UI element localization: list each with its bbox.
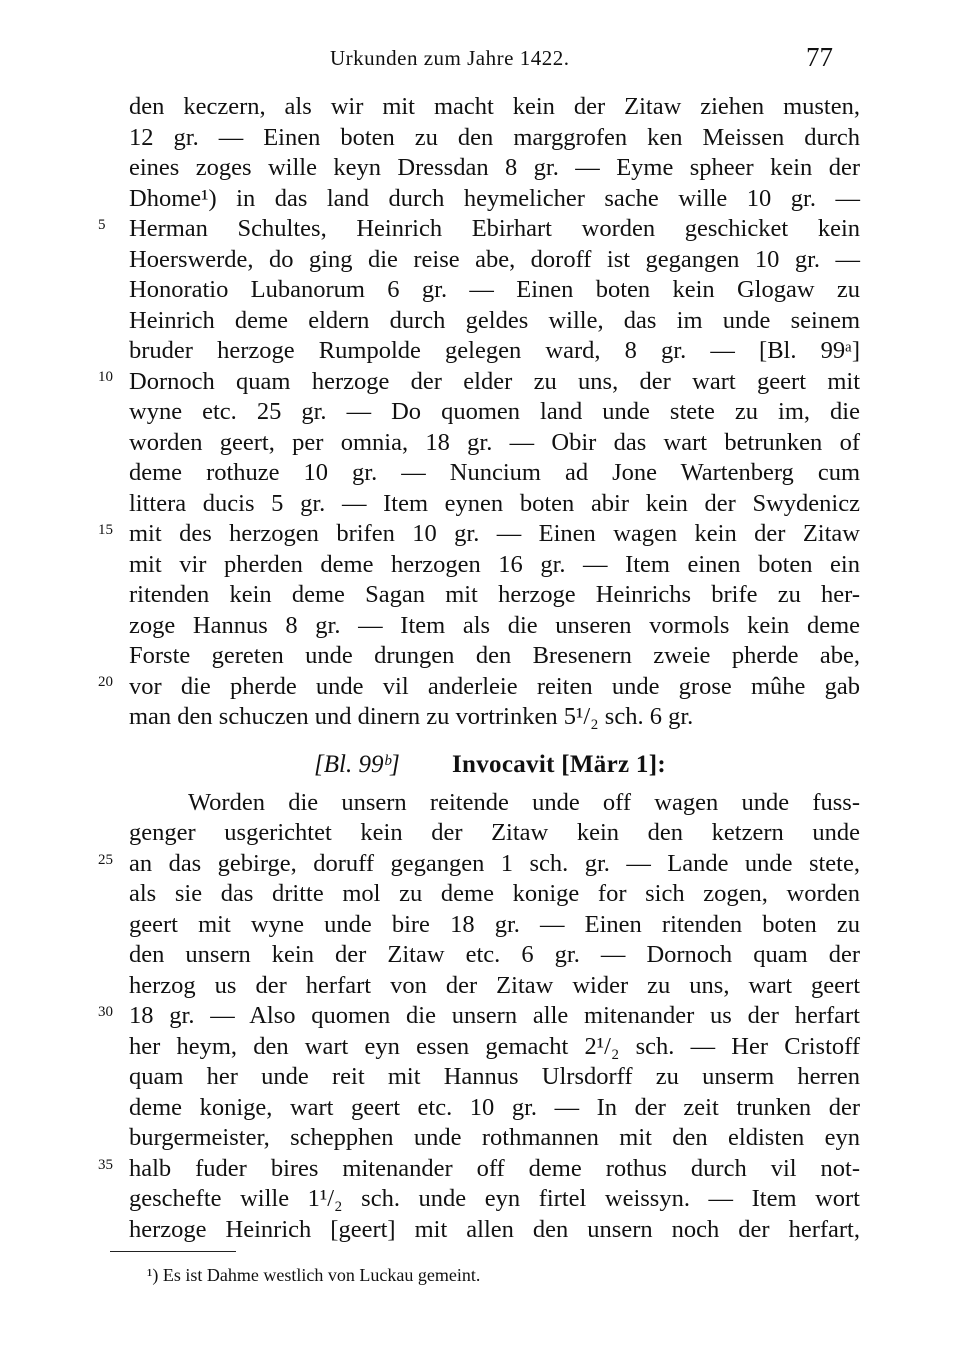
line-number: 35 <box>98 1157 113 1173</box>
text-line: 12 gr. — Einen boten zu den marggrofen ken Meissen durch <box>129 124 860 151</box>
text-line: Dornoch quam herzoge der elder zu uns, der wart geert mit <box>129 368 860 395</box>
line-number: 25 <box>98 852 113 868</box>
folio-reference: [Bl. 99ᵇ] <box>314 751 400 778</box>
text-line: quam her unde reit mit Hannus Ulrsdorff zu unserm herren <box>129 1063 860 1090</box>
text-line: bruder herzoge Rumpolde gelegen ward, 8 gr. — [Bl. 99ᵃ] <box>129 337 860 364</box>
text-line: mit des herzogen brifen 10 gr. — Einen wagen kein der Zitaw <box>129 520 860 547</box>
footnote-rule <box>110 1251 236 1252</box>
text-line: her heym, den wart eyn essen gemacht 2¹/₂ sch. — Her Cristoff <box>129 1033 860 1060</box>
text-line: man den schuczen und dinern zu vortrinken 5¹/₂ sch. 6 gr. <box>129 703 694 730</box>
text-line: den keczern, als wir mit macht kein der Zitaw ziehen musten, <box>129 93 860 120</box>
line-number: 5 <box>98 217 106 233</box>
text-line: deme konige, wart geert etc. 10 gr. — In der zeit trunken der <box>129 1094 860 1121</box>
text-line: Heinrich deme eldern durch geldes wille, das im unde seinem <box>129 307 860 334</box>
text-line: mit vir pherden deme herzogen 16 gr. — Item einen boten ein <box>129 551 860 578</box>
text-line: herzoge Heinrich [geert] mit allen den unsern noch der herfart, <box>129 1216 860 1243</box>
text-line: Dhome¹) in das land durch heymelicher sache wille 10 gr. — <box>129 185 860 212</box>
text-line: deme rothuze 10 gr. — Nuncium ad Jone Wartenberg cum <box>129 459 860 486</box>
text-line: geschefte wille 1¹/₂ sch. unde eyn firtel weissyn. — Item wort <box>129 1185 860 1212</box>
section-heading <box>0 748 960 782</box>
running-title: Urkunden zum Jahre 1422. <box>330 46 570 70</box>
text-line: herzog us der herfart von der Zitaw wider zu uns, wart geert <box>129 972 860 999</box>
text-line: wyne etc. 25 gr. — Do quomen land unde stete zu im, die <box>129 398 860 425</box>
text-line: littera ducis 5 gr. — Item eynen boten abir kein der Swydenicz <box>129 490 860 517</box>
text-line: zoge Hannus 8 gr. — Item als die unseren vormols kein deme <box>129 612 860 639</box>
text-line: vor die pherde unde vil anderleie reiten unde grose mûhe gab <box>129 673 860 700</box>
text-line: als sie das dritte mol zu deme konige for sich zogen, worden <box>129 880 860 907</box>
section-title: Invocavit [März 1]: <box>452 751 666 778</box>
text-line: Worden die unsern reitende unde off wagen unde fuss- <box>188 789 860 816</box>
line-number: 30 <box>98 1004 113 1020</box>
text-line: halb fuder bires mitenander off deme rothus durch vil not- <box>129 1155 860 1182</box>
text-line: burgermeister, schepphen unde rothmannen mit den eldisten eyn <box>129 1124 860 1151</box>
running-head <box>0 40 960 76</box>
text-line: worden geert, per omnia, 18 gr. — Obir das wart betrunken of <box>129 429 860 456</box>
text-line: genger usgerichtet kein der Zitaw kein den ketzern unde <box>129 819 860 846</box>
footnote: ¹) Es ist Dahme westlich von Luckau gemeint. <box>147 1265 481 1285</box>
text-line: geert mit wyne unde bire 18 gr. — Einen ritenden boten zu <box>129 911 860 938</box>
line-number: 15 <box>98 522 113 538</box>
line-number: 20 <box>98 674 113 690</box>
text-line: ritenden kein deme Sagan mit herzoge Heinrichs brife zu her- <box>129 581 860 608</box>
text-line: eines zoges wille keyn Dressdan 8 gr. — Eyme spheer kein der <box>129 154 860 181</box>
text-line: den unsern kein der Zitaw etc. 6 gr. — Dornoch quam der <box>129 941 860 968</box>
line-number: 10 <box>98 369 113 385</box>
text-line: an das gebirge, doruff gegangen 1 sch. gr. — Lande unde stete, <box>129 850 860 877</box>
text-line: Hoerswerde, do ging die reise abe, doroff ist gegangen 10 gr. — <box>129 246 860 273</box>
text-line: Honoratio Lubanorum 6 gr. — Einen boten kein Glogaw zu <box>129 276 860 303</box>
text-line: Herman Schultes, Heinrich Ebirhart worden geschicket kein <box>129 215 860 242</box>
text-line: Forste gereten unde drungen den Bresenern zweie pherde abe, <box>129 642 860 669</box>
page-number: 77 <box>806 42 833 72</box>
text-line: 18 gr. — Also quomen die unsern alle mitenander us der herfart <box>129 1002 860 1029</box>
